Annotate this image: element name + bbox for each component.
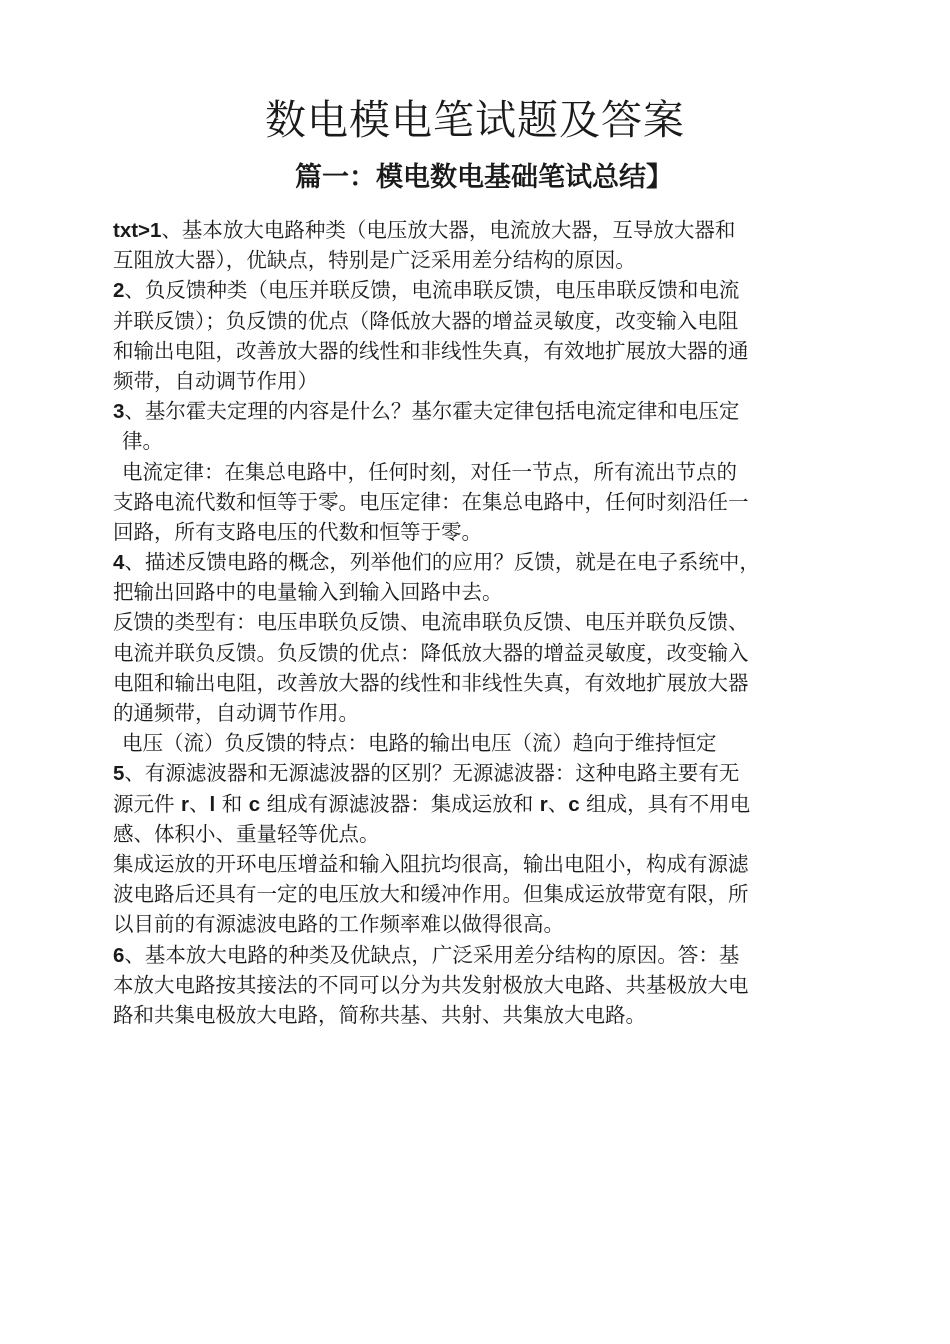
document-subtitle: 篇一：模电数电基础笔试总结】 (295, 162, 673, 193)
component-symbol: r (539, 792, 548, 816)
text-line (113, 1000, 843, 1030)
line-text: 、有源滤波器和无源滤波器的区别？无源滤波器：这种电路主要有无 (124, 761, 740, 786)
text-line (113, 306, 843, 336)
text-line (113, 879, 843, 909)
text-line (113, 457, 843, 487)
line-text-segment: 、 (189, 791, 210, 816)
line-text: 路和共集电极放大电路，简称共基、共射、共集放大电路。 (113, 1002, 646, 1027)
line-text: 电压（流）负反馈的特点：电路的输出电压（流）趋向于维持恒定 (122, 731, 717, 756)
item-number: 6 (113, 943, 125, 967)
line-text: 源元件 (113, 791, 182, 816)
text-line (113, 940, 843, 970)
text-line (113, 426, 843, 456)
line-text: 电流并联负反馈。负反馈的优点：降低放大器的增益灵敏度，改变输入 (113, 640, 749, 665)
line-text: 、描述反馈电路的概念，列举他们的应用？反馈，就是在电子系统中， (124, 550, 760, 575)
line-text: 互阻放大器），优缺点，特别是广泛采用差分结构的原因。 (113, 248, 636, 273)
line-text: 把输出回路中的电量输入到输入回路中去。 (113, 580, 503, 605)
text-line (113, 336, 843, 366)
line-text: 支路电流代数和恒等于零。电压定律：在集总电路中，任何时刻沿任一 (113, 489, 749, 514)
document-title: 数电模电笔试题及答案 (265, 96, 685, 144)
line-text: 并联反馈）；负反馈的优点（降低放大器的增益灵敏度，改变输入电阻 (113, 308, 739, 333)
line-text-segment: 组成有源滤波器：集成运放和 (260, 791, 540, 816)
item-number: 3 (113, 400, 125, 424)
line-text: 、基本放大电路种类（电压放大器，电流放大器，互导放大器和 (161, 218, 736, 242)
line-text: 电流定律：在集总电路中，任何时刻，对任一节点，所有流出节点的 (122, 459, 737, 484)
text-line (113, 849, 843, 879)
line-text: 反馈的类型有：电压串联负反馈、电流串联负反馈、电压并联负反馈、 (113, 610, 749, 635)
text-line (113, 789, 843, 819)
line-text-segment: 组成，具有不用电 (579, 791, 751, 816)
line-text: 、基本放大电路的种类及优缺点，广泛采用差分结构的原因。答：基 (124, 942, 740, 967)
item-number: 5 (113, 762, 125, 786)
line-text: 频带，自动调节作用） (113, 368, 318, 393)
line-text: 、负反馈种类（电压并联反馈，电流串联反馈，电压串联反馈和电流 (124, 278, 740, 303)
line-text: 律。 (122, 429, 163, 454)
text-line (113, 547, 843, 577)
text-line (113, 728, 843, 758)
line-text: 回路，所有支路电压的代数和恒等于零。 (113, 519, 482, 544)
component-symbol: c (248, 792, 261, 816)
line-text: 本放大电路按其接法的不同可以分为共发射极放大电路、共基极放大电 (113, 972, 749, 997)
document-body (113, 215, 843, 1030)
line-text-segment: 、 (547, 791, 569, 816)
text-line (113, 638, 843, 668)
text-line (113, 909, 843, 939)
line-text: 电阻和输出电阻，改善放大器的线性和非线性失真，有效地扩展放大器 (113, 670, 749, 695)
line-text: 以目前的有源滤波电路的工作频率难以做得很高。 (113, 912, 564, 937)
line-text: 集成运放的开环电压增益和输入阻抗均很高，输出电阻小，构成有源滤 (113, 851, 749, 876)
text-line (113, 698, 843, 728)
text-line (113, 245, 843, 275)
component-symbol: r (181, 792, 190, 816)
text-line (113, 758, 843, 788)
text-line (113, 819, 843, 849)
text-line (113, 275, 843, 305)
text-line (113, 970, 843, 1000)
line-text-segment: 和 (215, 791, 249, 816)
item-number: txt>1 (113, 219, 162, 242)
text-line (113, 577, 843, 607)
item-number: 4 (113, 551, 125, 575)
text-line (113, 668, 843, 698)
line-text: 、基尔霍夫定理的内容是什么？基尔霍夫定律包括电流定律和电压定 (124, 399, 740, 424)
text-line (113, 487, 843, 517)
line-text: 感、体积小、重量轻等优点。 (113, 821, 380, 846)
item-number: 2 (113, 279, 125, 303)
line-text: 波电路后还具有一定的电压放大和缓冲作用。但集成运放带宽有限，所 (113, 882, 749, 907)
text-line (113, 517, 843, 547)
component-symbol: l (209, 792, 216, 816)
text-line (113, 396, 843, 426)
text-line (113, 366, 843, 396)
text-line (113, 607, 843, 637)
component-symbol: c (568, 792, 580, 816)
line-text: 和输出电阻，改善放大器的线性和非线性失真，有效地扩展放大器的通 (113, 338, 749, 363)
line-text: 的通频带，自动调节作用。 (113, 701, 359, 725)
text-line (113, 215, 843, 245)
